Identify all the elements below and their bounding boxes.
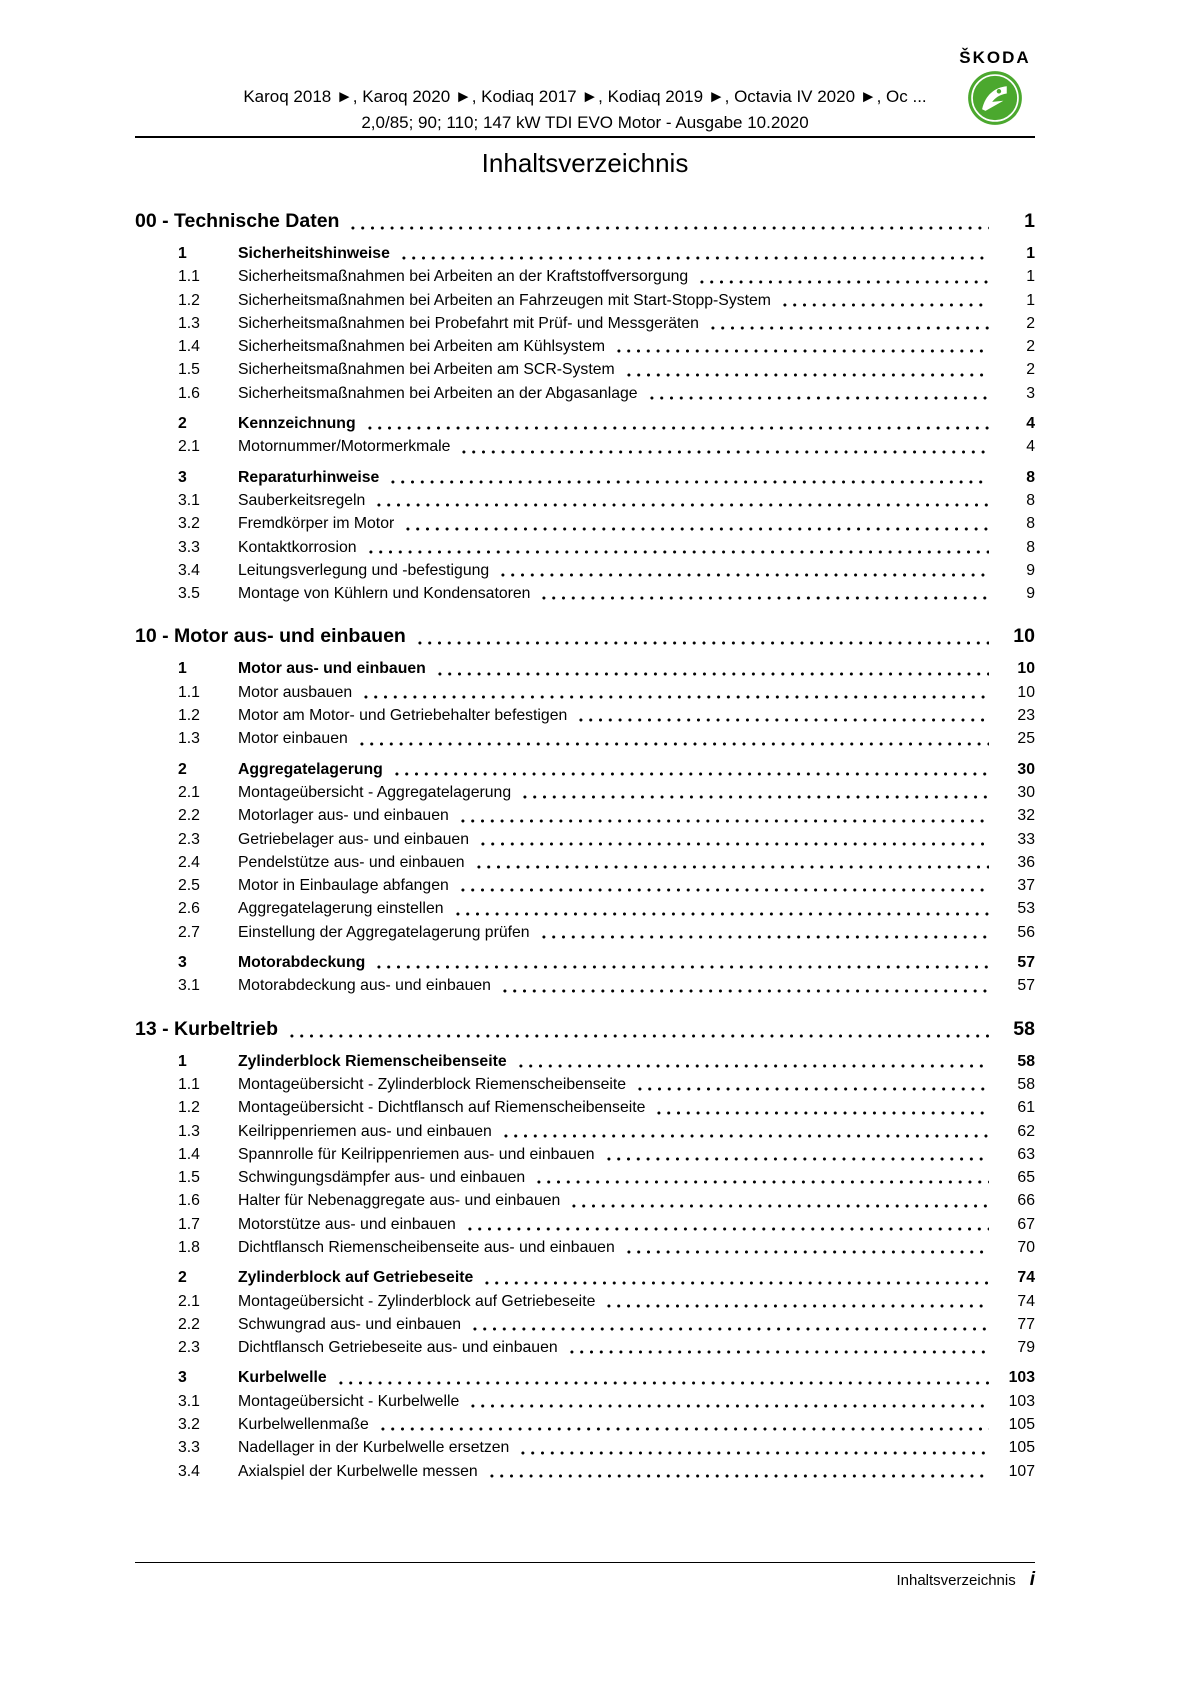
chapter-label: 13 - Kurbeltrieb [135, 1017, 279, 1040]
section-number: 1.5 [178, 1169, 200, 1187]
toc-section-row [135, 874, 1035, 897]
section-page-number: 61 [1017, 1099, 1035, 1117]
toc-section-row [135, 1313, 1035, 1336]
section-number: 2.7 [178, 923, 200, 941]
section-page-number: 63 [1017, 1145, 1035, 1163]
dot-leader [361, 695, 989, 699]
section-number: 2.2 [178, 1315, 200, 1333]
section-number: 2 [178, 760, 187, 778]
toc-chapter-row [135, 208, 1035, 235]
section-title: Sicherheitsmaßnahmen bei Probefahrt mit Prüf- und Messgeräten [238, 314, 699, 332]
section-number: 2.5 [178, 877, 200, 895]
section-title: Dichtflansch Riemenscheibenseite aus- und einbauen [238, 1238, 615, 1256]
section-page-number: 103 [1008, 1392, 1035, 1410]
section-title: Spannrolle für Keilrippenriemen aus- und einbauen [238, 1145, 595, 1163]
section-number: 2.1 [178, 1292, 200, 1310]
dot-leader [459, 450, 989, 454]
footer-label: Inhaltsverzeichnis [896, 1572, 1016, 1589]
dot-leader [453, 912, 989, 916]
section-number: 2.1 [178, 783, 200, 801]
dot-leader [403, 527, 989, 531]
section-page-number: 37 [1017, 877, 1035, 895]
dot-leader [365, 426, 989, 430]
dot-leader [287, 1034, 989, 1038]
dot-leader [576, 718, 989, 722]
section-page-number: 74 [1017, 1292, 1035, 1310]
dot-leader [458, 819, 989, 823]
section-page-number: 58 [1017, 1052, 1035, 1070]
dot-leader [399, 256, 989, 260]
toc-section-row [135, 1336, 1035, 1359]
section-title: Sicherheitsmaßnahmen bei Arbeiten am Kühlsystem [238, 338, 606, 356]
section-page-number: 2 [1026, 314, 1035, 332]
toc-section-row [135, 466, 1035, 489]
section-number: 3.1 [178, 491, 200, 509]
toc-section-row [135, 1266, 1035, 1289]
toc-section-row [135, 897, 1035, 920]
section-page-number: 105 [1008, 1416, 1035, 1434]
section-title: Sicherheitsmaßnahmen bei Arbeiten an Fahrzeugen mit Start-Stopp-System [238, 291, 771, 309]
dot-leader [697, 280, 989, 284]
section-number: 3.3 [178, 1439, 200, 1457]
toc-chapter-row [135, 1016, 1035, 1043]
section-page-number: 103 [1008, 1369, 1035, 1387]
section-page-number: 74 [1017, 1269, 1035, 1287]
dot-leader [366, 550, 989, 554]
section-title: Sauberkeitsregeln [238, 491, 366, 509]
dot-leader [374, 503, 989, 507]
toc-section-row [135, 1050, 1035, 1073]
section-title: Motorstütze aus- und einbauen [238, 1215, 456, 1233]
section-number: 1.6 [178, 384, 200, 402]
section-page-number: 2 [1026, 338, 1035, 356]
section-title: Aggregatelagerung [238, 760, 383, 778]
toc-section-row [135, 536, 1035, 559]
section-number: 3 [178, 954, 187, 972]
dot-leader [392, 772, 989, 776]
dot-leader [624, 373, 989, 377]
toc-section-row [135, 289, 1035, 312]
section-page-number: 1 [1026, 291, 1035, 309]
toc-section-row [135, 1073, 1035, 1096]
section-title: Leitungsverlegung und -befestigung [238, 561, 490, 579]
section-title: Motorabdeckung [238, 954, 366, 972]
section-page-number: 25 [1017, 730, 1035, 748]
section-number: 2.4 [178, 853, 200, 871]
section-number: 1.4 [178, 1145, 200, 1163]
section-page-number: 66 [1017, 1192, 1035, 1210]
section-number: 2.1 [178, 438, 200, 456]
toc-chapter-row [135, 623, 1035, 650]
section-page-number: 57 [1017, 954, 1035, 972]
section-title: Montageübersicht - Kurbelwelle [238, 1392, 460, 1410]
chapter-label: 10 - Motor aus- und einbauen [135, 625, 406, 648]
toc-section-row [135, 704, 1035, 727]
dot-leader [487, 1474, 989, 1478]
section-page-number: 36 [1017, 853, 1035, 871]
section-title: Aggregatelagerung einstellen [238, 900, 444, 918]
section-title: Getriebelager aus- und einbauen [238, 830, 469, 848]
footer-divider [135, 1562, 1035, 1563]
section-number: 1.1 [178, 1075, 200, 1093]
toc-section-row [135, 804, 1035, 827]
section-page-number: 53 [1017, 900, 1035, 918]
toc-section-row [135, 657, 1035, 680]
section-title: Dichtflansch Getriebeseite aus- und einbauen [238, 1339, 558, 1357]
section-title: Montageübersicht - Zylinderblock auf Getriebeseite [238, 1292, 596, 1310]
page-title: Inhaltsverzeichnis [481, 148, 689, 178]
toc-section-row [135, 1096, 1035, 1119]
section-title: Montageübersicht - Aggregatelagerung [238, 783, 512, 801]
toc-section-row [135, 512, 1035, 535]
section-page-number: 79 [1017, 1339, 1035, 1357]
section-page-number: 10 [1017, 683, 1035, 701]
dot-leader [635, 1087, 989, 1091]
section-number: 3.1 [178, 1392, 200, 1410]
section-number: 3.4 [178, 1462, 200, 1480]
chapter-page-number: 1 [1024, 210, 1035, 232]
toc-section-row [135, 1413, 1035, 1436]
section-title: Montage von Kühlern und Kondensatoren [238, 585, 531, 603]
section-number: 3.5 [178, 585, 200, 603]
toc-section-row [135, 1290, 1035, 1313]
section-number: 3.2 [178, 515, 200, 533]
dot-leader [415, 641, 989, 645]
section-number: 1.2 [178, 1099, 200, 1117]
section-page-number: 10 [1017, 660, 1035, 678]
toc-section-row [135, 828, 1035, 851]
dot-leader [336, 1381, 989, 1385]
section-page-number: 56 [1017, 923, 1035, 941]
dot-leader [604, 1157, 989, 1161]
toc-section-row [135, 489, 1035, 512]
toc-section-row [135, 559, 1035, 582]
dot-leader [624, 1250, 989, 1254]
toc-section-row [135, 758, 1035, 781]
section-number: 1.3 [178, 1122, 200, 1140]
section-title: Sicherheitsmaßnahmen bei Arbeiten am SCR-System [238, 361, 615, 379]
dot-leader [539, 935, 989, 939]
section-title: Halter für Nebenaggregate aus- und einbauen [238, 1192, 561, 1210]
toc-section-row [135, 681, 1035, 704]
toc-section-row [135, 781, 1035, 804]
section-page-number: 33 [1017, 830, 1035, 848]
dot-leader [500, 989, 989, 993]
section-number: 1.3 [178, 730, 200, 748]
section-page-number: 30 [1017, 760, 1035, 778]
toc-section-row [135, 1213, 1035, 1236]
section-title: Motor aus- und einbauen [238, 660, 426, 678]
toc-section-row [135, 382, 1035, 405]
section-number: 1 [178, 1052, 187, 1070]
section-number: 1.1 [178, 268, 200, 286]
toc-section-row [135, 1436, 1035, 1459]
toc [135, 208, 1035, 1483]
section-title: Kontaktkorrosion [238, 538, 357, 556]
dot-leader [780, 303, 989, 307]
section-title: Motorabdeckung aus- und einbauen [238, 977, 491, 995]
section-number: 1 [178, 245, 187, 262]
section-title: Keilrippenriemen aus- und einbauen [238, 1122, 492, 1140]
toc-section-row [135, 358, 1035, 381]
section-page-number: 9 [1026, 561, 1035, 579]
section-number: 1.7 [178, 1215, 200, 1233]
section-page-number: 70 [1017, 1238, 1035, 1256]
section-title: Kurbelwellenmaße [238, 1416, 369, 1434]
section-page-number: 4 [1026, 415, 1035, 433]
section-number: 1.2 [178, 707, 200, 725]
toc-section-row [135, 851, 1035, 874]
dot-leader [357, 742, 989, 746]
toc-section-row [135, 951, 1035, 974]
section-number: 1 [178, 660, 187, 678]
section-page-number: 65 [1017, 1169, 1035, 1187]
toc-section-row [135, 921, 1035, 944]
section-number: 3 [178, 468, 187, 486]
dot-leader [348, 226, 989, 230]
dot-leader [708, 326, 989, 330]
section-title: Zylinderblock Riemenscheibenseite [238, 1052, 507, 1070]
section-number: 1.5 [178, 361, 200, 379]
section-page-number: 4 [1026, 438, 1035, 456]
section-page-number: 105 [1008, 1439, 1035, 1457]
chapter-page-number: 10 [1013, 625, 1035, 648]
toc-section-row [135, 1189, 1035, 1212]
dot-leader [567, 1350, 989, 1354]
toc-section-row [135, 1166, 1035, 1189]
section-title: Motor in Einbaulage abfangen [238, 877, 449, 895]
section-number: 2.2 [178, 807, 200, 825]
section-number: 2 [178, 415, 187, 433]
toc-section-row [135, 1143, 1035, 1166]
section-page-number: 9 [1026, 585, 1035, 603]
dot-leader [501, 1134, 989, 1138]
section-number: 1.6 [178, 1192, 200, 1210]
section-number: 3.4 [178, 561, 200, 579]
dot-leader [498, 573, 989, 577]
section-title: Fremdkörper im Motor [238, 515, 395, 533]
toc-section-row [135, 1120, 1035, 1143]
section-title: Einstellung der Aggregatelagerung prüfen [238, 923, 530, 941]
toc-section-row [135, 435, 1035, 458]
section-title: Pendelstütze aus- und einbauen [238, 853, 465, 871]
section-page-number: 8 [1026, 515, 1035, 533]
section-page-number: 2 [1026, 361, 1035, 379]
section-number: 2 [178, 1269, 187, 1287]
header-models-line: Karoq 2018 ►, Karoq 2020 ►, Kodiaq 2017 ►, Kodiaq 2019 ►, Octavia IV 2020 ►, Oc ... [243, 87, 927, 106]
toc-section-row [135, 1460, 1035, 1483]
toc-section-row [135, 1390, 1035, 1413]
section-page-number: 62 [1017, 1122, 1035, 1140]
section-number: 1.3 [178, 314, 200, 332]
section-title: Sicherheitsmaßnahmen bei Arbeiten an der Abgasanlage [238, 384, 638, 402]
section-page-number: 32 [1017, 807, 1035, 825]
section-title: Kennzeichnung [238, 415, 356, 433]
section-title: Motor ausbauen [238, 683, 353, 701]
section-page-number: 57 [1017, 977, 1035, 995]
dot-leader [458, 888, 989, 892]
skoda-logo-wordmark: ŠKODA [959, 48, 1031, 67]
dot-leader [604, 1304, 989, 1308]
section-page-number: 77 [1017, 1315, 1035, 1333]
toc-section-row [135, 582, 1035, 605]
document-header [135, 84, 1035, 136]
section-title: Motor am Motor- und Getriebehalter befestigen [238, 707, 568, 725]
section-number: 3.2 [178, 1416, 200, 1434]
section-title: Schwingungsdämpfer aus- und einbauen [238, 1169, 526, 1187]
toc-section-row [135, 974, 1035, 997]
section-title: Kurbelwelle [238, 1369, 327, 1387]
section-title: Reparaturhinweise [238, 468, 380, 486]
toc-section-row [135, 335, 1035, 358]
dot-leader [518, 1451, 989, 1455]
section-page-number: 58 [1017, 1075, 1035, 1093]
section-number: 2.3 [178, 1339, 200, 1357]
dot-leader [534, 1180, 989, 1184]
section-title: Motor einbauen [238, 730, 348, 748]
dot-leader [614, 349, 989, 353]
dot-leader [374, 965, 989, 969]
toc-section-row [135, 265, 1035, 288]
section-page-number: 8 [1026, 468, 1035, 486]
dot-leader [654, 1111, 989, 1115]
section-number: 2.3 [178, 830, 200, 848]
section-page-number: 67 [1017, 1215, 1035, 1233]
toc-section-row [135, 242, 1035, 265]
section-page-number: 8 [1026, 538, 1035, 556]
dot-leader [516, 1064, 989, 1068]
dot-leader [569, 1204, 989, 1208]
section-title: Montageübersicht - Dichtflansch auf Riemenscheibenseite [238, 1099, 646, 1117]
section-title: Motornummer/Motormerkmale [238, 438, 451, 456]
dot-leader [388, 480, 989, 484]
dot-leader [520, 795, 989, 799]
section-page-number: 23 [1017, 707, 1035, 725]
section-page-number: 1 [1026, 268, 1035, 286]
dot-leader [435, 672, 989, 676]
toc-section-row [135, 312, 1035, 335]
chapter-label: 00 - Technische Daten [135, 210, 340, 232]
section-title: Schwungrad aus- und einbauen [238, 1315, 462, 1333]
section-title: Motorlager aus- und einbauen [238, 807, 449, 825]
toc-section-row [135, 412, 1035, 435]
dot-leader [647, 396, 989, 400]
section-number: 1.2 [178, 291, 200, 309]
section-number: 3.1 [178, 977, 200, 995]
header-divider [135, 136, 1035, 138]
header-engine-line: 2,0/85; 90; 110; 147 kW TDI EVO Motor - Ausgabe 10.2020 [361, 113, 809, 132]
footer [135, 1569, 1035, 1591]
section-page-number: 30 [1017, 783, 1035, 801]
section-title: Zylinderblock auf Getriebeseite [238, 1269, 474, 1287]
chapter-page-number: 58 [1013, 1017, 1035, 1040]
section-title: Nadellager in der Kurbelwelle ersetzen [238, 1439, 510, 1457]
dot-leader [465, 1227, 989, 1231]
section-page-number: 3 [1026, 384, 1035, 402]
footer-page-number: i [1029, 1569, 1035, 1590]
dot-leader [474, 865, 989, 869]
section-number: 1.1 [178, 683, 200, 701]
section-number: 2.6 [178, 900, 200, 918]
dot-leader [482, 1281, 989, 1285]
section-number: 3 [178, 1369, 187, 1387]
section-page-number: 107 [1008, 1462, 1035, 1480]
dot-leader [378, 1427, 989, 1431]
toc-section-row [135, 1366, 1035, 1389]
section-title: Axialspiel der Kurbelwelle messen [238, 1462, 478, 1480]
section-title: Sicherheitsmaßnahmen bei Arbeiten an der Kraftstoffversorgung [238, 268, 689, 286]
section-page-number: 8 [1026, 491, 1035, 509]
section-title: Sicherheitshinweise [238, 245, 390, 262]
section-number: 1.8 [178, 1238, 200, 1256]
dot-leader [470, 1327, 989, 1331]
dot-leader [468, 1404, 989, 1408]
dot-leader [478, 842, 989, 846]
section-title: Montageübersicht - Zylinderblock Riemenscheibenseite [238, 1075, 627, 1093]
section-number: 3.3 [178, 538, 200, 556]
toc-section-row [135, 727, 1035, 750]
toc-section-row [135, 1236, 1035, 1259]
section-page-number: 1 [1026, 245, 1035, 262]
section-number: 1.4 [178, 338, 200, 356]
dot-leader [539, 596, 989, 600]
